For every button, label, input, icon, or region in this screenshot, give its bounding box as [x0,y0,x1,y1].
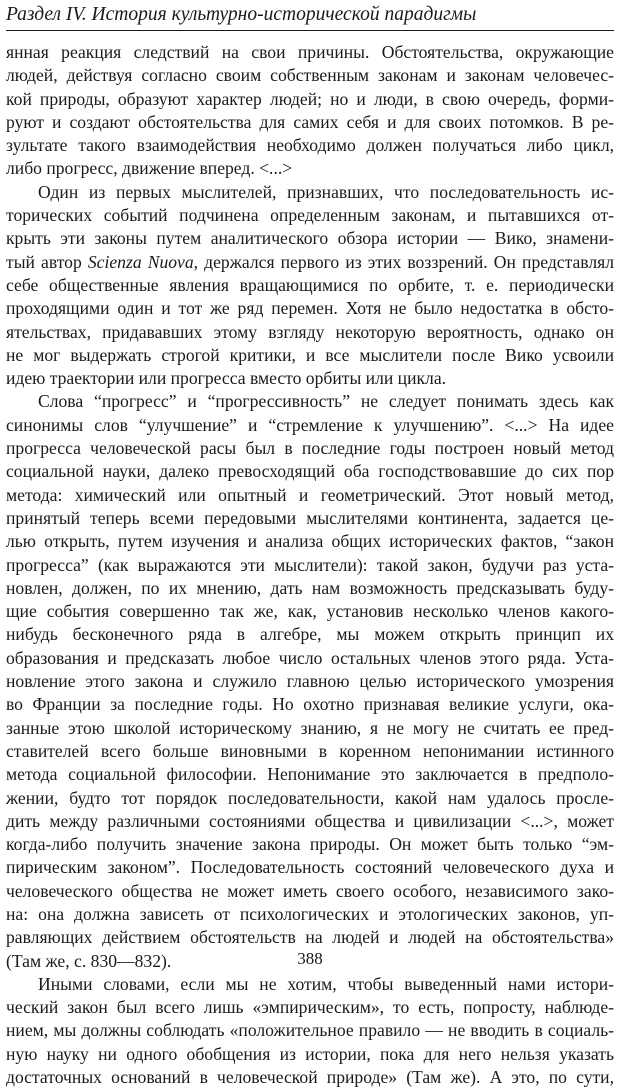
text-line: дить между различными состояниями общества и цивилизации <...>, может [6,810,614,831]
running-head: Раздел IV. История культурно-исторической парадигмы [6,4,477,25]
text-line: занные этою школой историческому знанию, я не могу не считать ее пред- [6,717,614,738]
text-line: образования и предсказать любое число остальных членов этого ряда. Уста- [6,647,614,668]
text-line: метода социальной философии. Непонимание это заключается в предполо- [6,764,614,785]
text-line: (Там же, с. 830—832). [6,950,172,971]
header-rule [6,30,614,31]
text-line: человеческого общества не может иметь своего особого, независимого зако- [6,880,614,901]
text-line: крыть эти законы путем аналитического обзора истории — Вико, знамени- [6,228,614,249]
text-line: новление этого закона и служило главною целью исторического умозрения [6,671,614,692]
text-line: Слова “прогресс” и “прогрессивность” не следует понимать здесь как [38,391,614,412]
text-line: ную науку ни одного обобщения из истории, пока для него нельзя указать [6,1043,614,1064]
text-line: зультате такого взаимодействия необходимо должен получаться либо цикл, [6,135,614,156]
text-line: щие события совершенно так же, как, установив несколько членов какого- [6,601,614,622]
text-line: Иными словами, если мы не хотим, чтобы выведенный нами истори- [38,973,614,994]
text-line: принятый теперь всеми передовыми мыслителями континента, задается це- [6,507,614,528]
text-line: метода: химический или опытный и геометрический. Этот новый метод, [6,484,614,505]
text-line: нием, мы должны соблюдать «положительное правило — не вводить в социаль- [6,1020,614,1041]
text-line: лью открыть, путем изучения и анализа общих исторических фактов, “закон [6,531,614,552]
text-line: ятельствах, придававших этому взгляду некоторую вероятность, однако он [6,321,614,342]
text-line: ческий закон был всего лишь «эмпирическим», то есть, попросту, наблюде- [6,997,614,1018]
paragraph [6,181,614,391]
text-line: либо прогресс, движение вперед. <...> [6,158,293,179]
text-line: проходящими один и тот же ряд перемен. Хотя не было недостатка в обсто- [6,298,614,319]
body-text [6,41,614,1089]
text-line: на: она должна зависеть от психологических и этологических законов, уп- [6,903,614,924]
text-line: янная реакция следствий на свои причины. Обстоятельства, окружающие [6,42,614,62]
text-line: руют и создают обстоятельства для самих себя и для своих потомков. В ре- [6,111,614,132]
text-line: людей, действуя согласно своим собственным законам и законам человечес- [6,65,614,86]
text-line: себе общественные явления вращающимися по орбите, т. е. периодически [6,274,614,295]
paragraph [6,41,614,181]
text-line: Один из первых мыслителей, признавших, что последовательность ис- [38,181,614,202]
book-page [6,0,614,1088]
text-line: когда-либо получить значение закона природы. Он может быть только “эм- [6,834,614,855]
text-line: тый автор Scienza Nuova, держался первого из этих воззрений. Он представлял [6,251,614,272]
text-line: прогресса человеческой расы был в последние годы построен новый метод [6,438,614,459]
text-line: во Франции за последние годы. Но охотно признавая великие услуги, ока- [6,694,614,715]
text-line: торических событий подчинена определенным законам, и пытавшихся от- [6,205,614,226]
text-line: пирическим законом”. Последовательность состояний человеческого духа и [6,857,614,878]
page-number: 388 [297,949,323,968]
text-line: новлен, должен, по их мнению, дать нам возможность предсказывать буду- [6,577,614,598]
text-line: нибудь бесконечного ряда в алгебре, мы можем открыть принцип их [6,624,614,645]
paragraph [6,390,614,972]
text-line: равляющих действием обстоятельств на людей и людей на обстоятельства» [6,927,614,948]
text-line: синонимы слов “улучшение” и “стремление к улучшению”. <...> На идее [6,414,614,435]
text-line: не мог выдержать строгой критики, и все мыслители после Вико усвоили [6,344,614,365]
text-line: достаточных оснований в человеческой природе» (Там же). А это, по сути, [6,1067,614,1088]
text-line: кой природы, образуют характер людей; но и люди, в свою очередь, форми- [6,88,614,109]
paragraph [6,973,614,1089]
text-line: жении, будто тот порядок последовательности, какой нам удалось просле- [6,787,614,808]
text-line: социальной науки, далеко превосходящий оба господствовавшие до сих пор [6,461,614,482]
text-line: идею траектории или прогресса вместо орбиты или цикла. [6,368,447,389]
text-line: ставителей всего больше виновными в коренном непонимании истинного [6,740,614,761]
text-line: прогресса” (как выражаются эти мыслители): такой закон, будучи раз уста- [6,554,614,575]
